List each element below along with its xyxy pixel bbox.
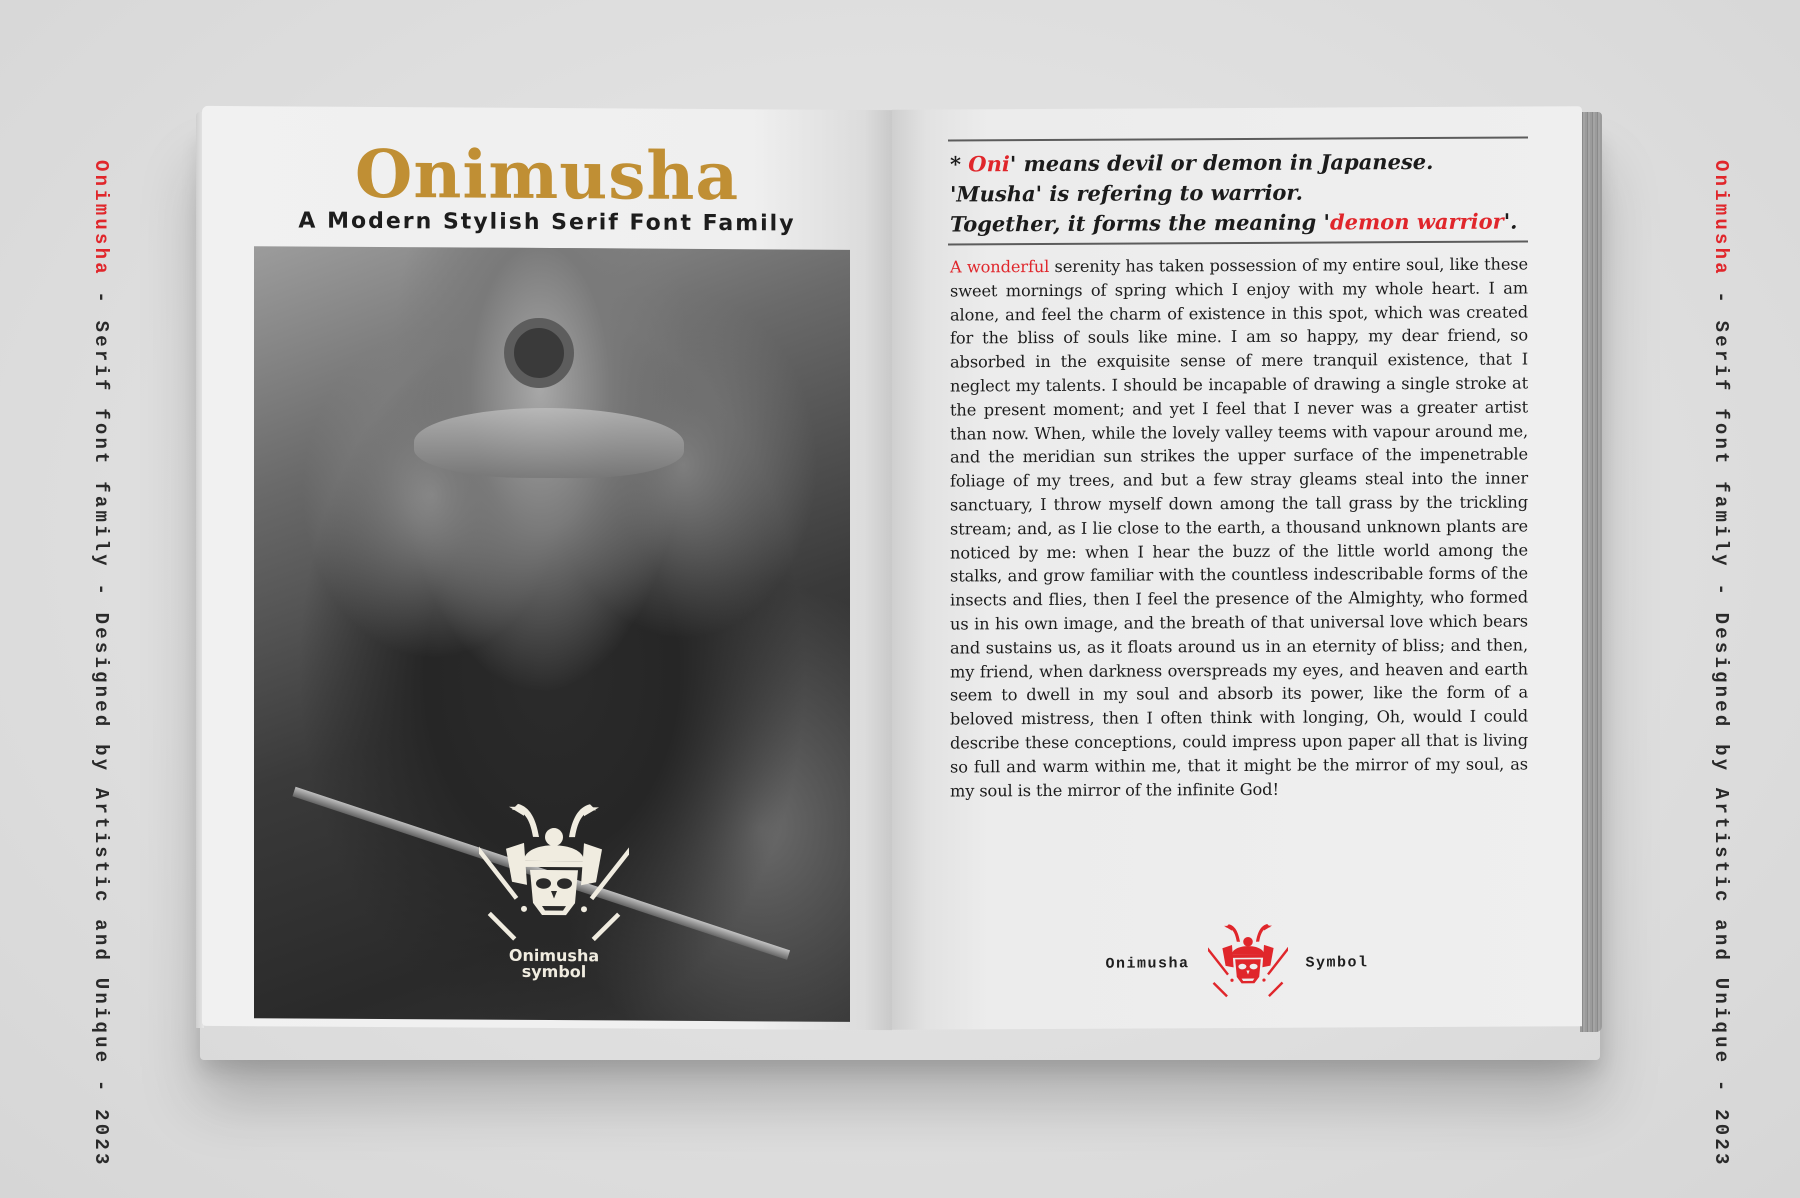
symbol-left-word: Onimusha	[1105, 954, 1190, 973]
emblem-caption-line1: Onimusha	[508, 945, 600, 966]
asterisk: *	[950, 151, 969, 177]
samurai-photo	[254, 246, 850, 1022]
meaning-line-1	[950, 146, 1540, 179]
meaning-line-1-text: ' means devil or demon in Japanese.	[1009, 148, 1434, 177]
meaning-block	[950, 146, 1540, 239]
side-caption-right	[1692, 160, 1732, 1168]
body-text: serenity has taken possession of my entire soul, like these sweet mornings of spring which I enjoy with my whole heart. I am alone, and feel the charm of existence in this spot, which was created for the bliss of souls like mine. I am so happy, my dear friend, so absorbed in the exquisite sense of mere tranquil existence, that I neglect my talents. I should be incapable of drawing a single stroke at the present moment; and yet I feel that I never was a greater artist than now. When, while the lovely valley teems with vapour around me, and the meridian sun strikes the upper surface of the impenetrable foliage of my trees, and but a few stray gleams steal into the inner sanctuary, I throw myself down among the tall grass by the trickling stream; and, as I lie close to the earth, a thousand unknown plants are noticed by me: when I hear the buzz of the little world among the stalks, and grow familiar with the countless indescribable forms of the insects and flies, then I feel the presence of the Almighty, who formed us in his own image, and the breath of that universal love which bears and sustains us, as it floats around us in an eternity of bliss; and then, my friend, when darkness overspreads my eyes, and heaven and earth seem to dwell in my soul and absorb its power, like the form of a beloved mistress, then I often think with longing, Oh, would I could describe these conceptions, could impress upon paper all that is living so full and warm within me, that it might be the mirror of my soul, as my soul is the mirror of the infinite God!	[950, 254, 1528, 801]
top-rule-divider	[948, 136, 1528, 141]
samurai-skull-emblem-red-icon	[1208, 921, 1288, 1005]
bottom-rule-divider	[948, 240, 1528, 245]
side-caption-brand: Onimusha	[90, 160, 112, 277]
oni-highlight: Oni	[968, 151, 1010, 177]
body-highlight: A wonderful	[950, 256, 1050, 277]
page-subtitle: A Modern Stylish Serif Font Family	[298, 208, 796, 237]
meaning-line-3	[950, 206, 1540, 239]
left-page	[202, 106, 892, 1030]
symbol-right-word: Symbol	[1305, 953, 1369, 972]
samurai-skull-emblem-icon	[454, 797, 654, 948]
meaning-line-3-text: Together, it forms the meaning '	[950, 209, 1330, 237]
side-caption-text: - Serif font family - Designed by Artistic and Unique - 2023	[1710, 276, 1732, 1168]
body-paragraph	[950, 252, 1528, 802]
side-caption-left	[72, 160, 112, 1168]
emblem-caption-line2: symbol	[521, 961, 587, 982]
symbol-row	[892, 916, 1582, 1010]
page-title: Onimusha	[354, 134, 740, 216]
side-caption-brand: Onimusha	[1710, 160, 1732, 277]
right-page	[892, 106, 1582, 1030]
photo-helmet-crest	[504, 318, 574, 388]
meaning-line-2: 'Musha' is refering to warrior.	[950, 179, 1303, 207]
photo-helmet-brim	[414, 407, 684, 479]
side-caption-text: - Serif font family - Designed by Artistic and Unique - 2023	[90, 276, 112, 1168]
emblem-block	[454, 797, 654, 1008]
right-page-edges	[1580, 112, 1602, 1032]
meaning-line-3-suffix: '.	[1503, 208, 1518, 234]
demon-warrior-highlight: demon warrior	[1329, 208, 1504, 235]
